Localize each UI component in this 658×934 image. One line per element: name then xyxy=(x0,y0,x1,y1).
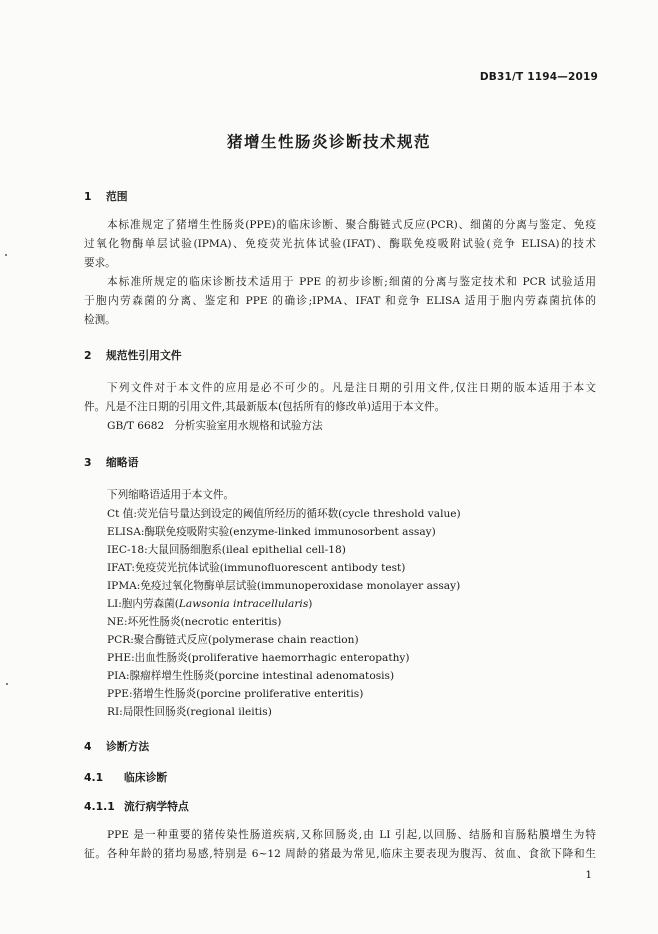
abbreviation-item: IPMA:免疫过氧化物酶单层试验(immunoperoxidase monolayer assay) xyxy=(107,580,461,592)
section-title: 范围 xyxy=(106,190,128,203)
section-4-heading xyxy=(84,739,149,754)
section-2-heading xyxy=(84,348,182,363)
abbreviation-item: ELISA:酶联免疫吸附实验(enzyme-linked immunosorbent assay) xyxy=(107,526,436,538)
scan-speck xyxy=(6,683,8,685)
subsection-title: 流行病学特点 xyxy=(124,800,189,813)
scan-speck xyxy=(5,254,7,256)
section-title: 诊断方法 xyxy=(106,740,150,753)
normative-reference: GB/T 6682 分析实验室用水规格和试验方法 xyxy=(107,420,323,432)
section-number: 1 xyxy=(84,190,92,203)
page-number: 1 xyxy=(585,869,592,881)
paragraph-line: 本标准所规定的临床诊断技术适用于 PPE 的初步诊断;细菌的分离与鉴定技术和 PCR 试验适用 xyxy=(107,276,596,288)
section-number: 3 xyxy=(84,456,92,469)
paragraph-line: 要求。 xyxy=(84,257,116,269)
section-3-heading xyxy=(84,455,138,470)
section-title: 规范性引用文件 xyxy=(106,349,182,362)
species-name-italic: Lawsonia intracellularis xyxy=(178,598,309,610)
section-1-heading xyxy=(84,189,128,204)
section-number: 2 xyxy=(84,349,92,362)
section-number: 4 xyxy=(84,740,92,753)
abbreviation-item: NE:坏死性肠炎(necrotic enteritis) xyxy=(107,616,282,628)
subsection-number: 4.1.1 xyxy=(84,800,115,813)
paragraph-line: 过氧化物酶单层试验(IPMA)、免疫荧光抗体试验(IFAT)、酶联免疫吸附试验(竞争 ELISA)的技术 xyxy=(84,238,596,250)
abbreviation-close: ) xyxy=(308,598,313,610)
abbreviation-item: Ct 值:荧光信号量达到设定的阈值所经历的循环数(cycle threshold value) xyxy=(107,508,461,520)
abbreviation-item: PHE:出血性肠炎(proliferative haemorrhagic enteropathy) xyxy=(107,652,410,664)
paragraph-line: 本标准规定了猪增生性肠炎(PPE)的临床诊断、聚合酶链式反应(PCR)、细菌的分离与鉴定、免疫 xyxy=(107,219,596,231)
abbreviation-item: IEC-18:大鼠回肠细胞系(ileal epithelial cell-18) xyxy=(107,544,346,556)
subsection-4-1-1-heading xyxy=(84,799,189,814)
abbreviation-text: LI:胞内劳森菌( xyxy=(107,598,179,610)
abbreviations-intro: 下列缩略语适用于本文件。 xyxy=(107,489,235,501)
subsection-4-1-heading xyxy=(84,770,167,785)
paragraph-line: 征。各种年龄的猪均易感,特别是 6~12 周龄的猪最为常见,临床主要表现为腹泻、贫血、食欲下降和生 xyxy=(84,848,596,860)
paragraph-line: 件。凡是不注日期的引用文件,其最新版本(包括所有的修改单)适用于本文件。 xyxy=(84,401,446,413)
subsection-title: 临床诊断 xyxy=(124,771,168,784)
subsection-number: 4.1 xyxy=(84,771,104,784)
abbreviation-item-li xyxy=(107,597,312,611)
abbreviation-item: RI:局限性回肠炎(regional ileitis) xyxy=(107,706,272,718)
paragraph-line: 下列文件对于本文件的应用是必不可少的。凡是注日期的引用文件,仅注日期的版本适用于本文 xyxy=(107,382,596,394)
abbreviation-item: IFAT:免疫荧光抗体试验(immunofluorescent antibody test) xyxy=(107,562,406,574)
abbreviation-item: PIA:腺瘤样增生性肠炎(porcine intestinal adenomatosis) xyxy=(107,670,395,682)
paragraph-line: 检测。 xyxy=(84,314,116,326)
paragraph-line: 于胞内劳森菌的分离、鉴定和 PPE 的确诊;IPMA、IFAT 和竞争 ELISA 适用于胞内劳森菌抗体的 xyxy=(84,295,596,307)
section-title: 缩略语 xyxy=(106,456,139,469)
document-number: DB31/T 1194—2019 xyxy=(479,71,598,83)
document-title: 猪增生性肠炎诊断技术规范 xyxy=(226,133,431,151)
abbreviation-item: PPE:猪增生性肠炎(porcine proliferative enteritis) xyxy=(107,688,364,700)
abbreviation-item: PCR:聚合酶链式反应(polymerase chain reaction) xyxy=(107,634,359,646)
paragraph-line: PPE 是一种重要的猪传染性肠道疾病,又称回肠炎,由 LI 引起,以回肠、结肠和盲肠粘膜增生为特 xyxy=(107,829,596,841)
